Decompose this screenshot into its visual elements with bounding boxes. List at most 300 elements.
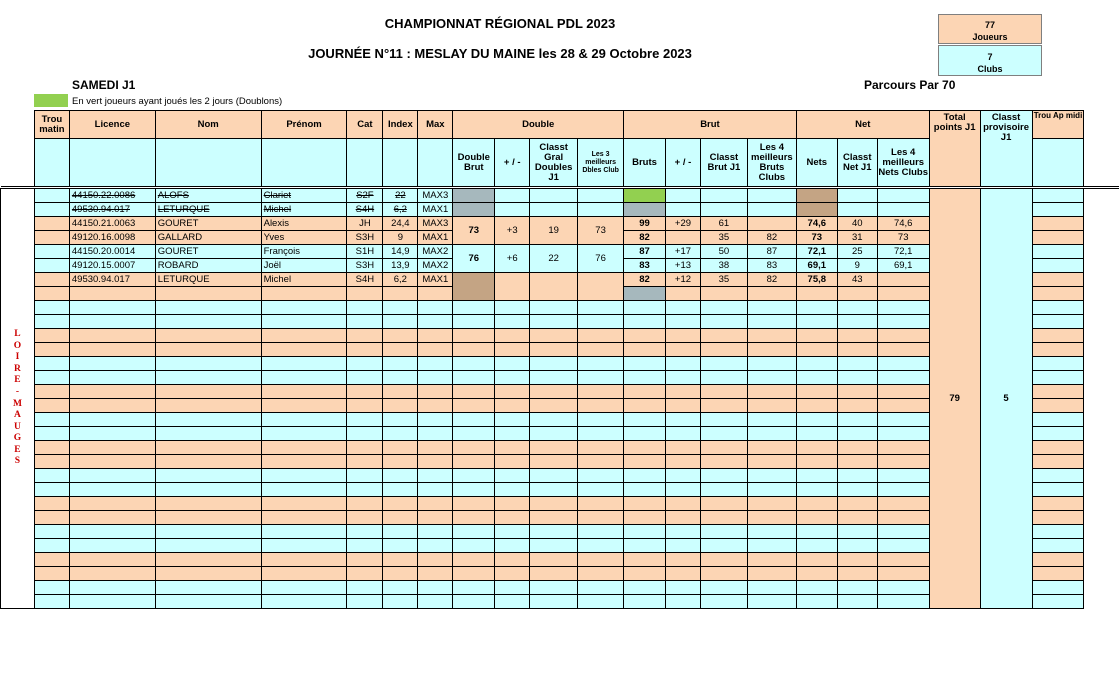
double-brut-cell [453,273,495,301]
header-double-brut: Double Brut [453,139,495,187]
empty-cell [155,385,261,399]
prenom-cell: Michel [261,203,347,217]
empty-cell [347,455,383,469]
empty-cell [418,511,453,525]
empty-cell [418,315,453,329]
les4-bruts-cell [747,189,796,203]
header-trou-matin: Trou matin [34,111,69,139]
double-cell [453,441,495,455]
players-count-box [938,14,1042,44]
les4-nets-cell [877,371,929,385]
licence-cell: 44150.22.0086 [69,189,155,203]
trou-matin-cell [34,567,69,581]
licence-cell: 49530.94.017 [69,273,155,287]
double-cell [578,595,624,609]
double-cell [578,567,624,581]
header-double-plus-minus: + / - [495,139,530,187]
double-cell [495,567,530,581]
header-les4-nets: Les 4 meilleurs Nets Clubs [877,139,929,187]
empty-cell [418,567,453,581]
empty-cell [69,581,155,595]
empty-cell [155,287,261,301]
empty-cell [383,399,418,413]
brut-plus-minus-cell [666,385,701,399]
class-net-cell [837,455,877,469]
class-brut-cell [700,553,747,567]
legend-green-swatch [34,94,68,107]
nets-cell [796,357,837,371]
empty-cell [155,525,261,539]
double-cell [578,441,624,455]
licence-cell: 44150.21.0063 [69,217,155,231]
double-cell [453,315,495,329]
brut-plus-minus-cell [666,497,701,511]
empty-cell [347,581,383,595]
licence-cell: 44150.20.0014 [69,245,155,259]
region-letter: E [14,444,21,455]
empty-cell [418,301,453,315]
nets-cell [796,315,837,329]
cat-cell: S2F [347,189,383,203]
bruts-cell [624,455,666,469]
trou-matin-cell [34,413,69,427]
double-cell [578,385,624,399]
header-nets: Nets [796,139,837,187]
empty-cell [69,385,155,399]
empty-cell [347,539,383,553]
index-cell: 13,9 [383,259,418,273]
les4-nets-cell [877,315,929,329]
class-net-cell [837,595,877,609]
bruts-cell [624,343,666,357]
empty-cell [69,301,155,315]
brut-plus-minus-cell: +12 [666,273,701,287]
max-cell: MAX1 [418,273,453,287]
les4-bruts-cell [747,553,796,567]
bruts-cell [624,553,666,567]
empty-cell [155,441,261,455]
double-cell [453,539,495,553]
les4-nets-cell [877,273,929,287]
empty-cell [155,511,261,525]
double-les3-cell: 76 [578,245,624,273]
double-plus-minus-cell: +6 [495,245,530,273]
empty-cell [155,427,261,441]
nom-cell: LETURQUE [155,273,261,287]
players-count: 77 [984,20,995,30]
bruts-cell [624,371,666,385]
empty-cell [261,385,347,399]
brut-plus-minus-cell [666,287,701,301]
brut-plus-minus-cell [666,483,701,497]
empty-cell [383,469,418,483]
trou-ap-midi-cell [1032,469,1084,483]
double-cell [495,273,530,301]
empty-cell [155,581,261,595]
trou-matin-cell [34,245,69,259]
double-cell [578,399,624,413]
prenom-cell: Yves [261,231,347,245]
class-brut-cell [700,329,747,343]
empty-cell [261,567,347,581]
empty-cell [347,329,383,343]
double-cell [530,371,578,385]
region-letter: R [14,363,21,374]
region-letter: - [15,386,20,397]
les4-nets-cell [877,525,929,539]
les4-bruts-cell [747,581,796,595]
trou-ap-midi-cell [1032,511,1084,525]
double-cell [578,525,624,539]
empty-cell [418,399,453,413]
double-cell [530,399,578,413]
les4-nets-cell [877,441,929,455]
double-cell [530,553,578,567]
cat-cell: S1H [347,245,383,259]
double-cell [495,469,530,483]
empty-cell [261,455,347,469]
trou-ap-midi-cell [1032,581,1084,595]
empty-cell [418,413,453,427]
les4-nets-cell: 69,1 [877,259,929,273]
les4-nets-cell: 74,6 [877,217,929,231]
trou-matin-cell [34,189,69,203]
les4-nets-cell [877,595,929,609]
les4-nets-cell [877,329,929,343]
trou-matin-cell [34,581,69,595]
double-cell [530,315,578,329]
empty-cell [347,315,383,329]
course-label: Parcours Par 70 [864,78,956,92]
trou-matin-cell [34,469,69,483]
double-cell [530,301,578,315]
brut-plus-minus-cell [666,567,701,581]
class-brut-cell [700,483,747,497]
empty-cell [155,357,261,371]
index-cell: 6,2 [383,203,418,217]
class-brut-cell: 38 [700,259,747,273]
results-table [0,110,1119,609]
double-cell [530,189,578,203]
les4-nets-cell [877,581,929,595]
header-les3-meilleurs: Les 3 meilleurs Dbles Club [578,139,624,187]
les4-nets-cell [877,357,929,371]
header-prenom: Prénom [261,111,347,139]
double-cell [495,595,530,609]
header-class-net: Classt Net J1 [837,139,877,187]
empty-cell [418,287,453,301]
double-cell [530,413,578,427]
trou-ap-midi-cell [1032,329,1084,343]
bruts-cell [624,567,666,581]
trou-ap-midi-cell [1032,343,1084,357]
trou-ap-midi-cell [1032,217,1084,231]
trou-ap-midi-cell [1032,371,1084,385]
cat-cell: S4H [347,273,383,287]
nets-cell [796,483,837,497]
bruts-cell: 82 [624,273,666,287]
header-trou-ap-midi: Trou Ap midi [1032,111,1084,139]
empty-cell [69,357,155,371]
trou-ap-midi-cell [1032,413,1084,427]
brut-plus-minus-cell [666,469,701,483]
empty-cell [69,399,155,413]
prenom-cell: Joël [261,259,347,273]
class-net-cell [837,287,877,301]
empty-cell [261,441,347,455]
trou-ap-midi-cell [1032,385,1084,399]
les4-nets-cell [877,497,929,511]
trou-matin-cell [34,553,69,567]
legend-text: En vert joueurs ayant joués les 2 jours (Doublons) [72,96,283,107]
nets-cell [796,399,837,413]
double-cell [453,343,495,357]
trou-ap-midi-cell [1032,315,1084,329]
class-net-cell [837,581,877,595]
class-brut-cell [700,427,747,441]
les4-bruts-cell: 82 [747,231,796,245]
class-net-cell: 31 [837,231,877,245]
brut-plus-minus-cell [666,595,701,609]
class-net-cell: 25 [837,245,877,259]
trou-matin-cell [34,371,69,385]
double-brut-cell: 73 [453,217,495,245]
empty-cell [69,525,155,539]
trou-ap-midi-cell [1032,399,1084,413]
empty-cell [261,525,347,539]
empty-cell [69,371,155,385]
empty-cell [155,455,261,469]
double-cell [495,483,530,497]
brut-plus-minus-cell [666,427,701,441]
empty-cell [261,343,347,357]
brut-plus-minus-cell [666,301,701,315]
region-letter: I [15,352,20,363]
double-class-cell: 22 [530,245,578,273]
empty-cell [155,413,261,427]
trou-ap-midi-cell [1032,553,1084,567]
empty-cell [383,567,418,581]
double-cell [453,329,495,343]
header-cat: Cat [347,111,383,139]
class-net-cell [837,343,877,357]
class-brut-cell [700,539,747,553]
double-cell [578,315,624,329]
nets-cell [796,385,837,399]
index-cell: 24,4 [383,217,418,231]
bruts-cell [624,189,666,203]
trou-matin-cell [34,483,69,497]
cat-cell: JH [347,217,383,231]
region-label [1,189,35,609]
class-net-cell [837,525,877,539]
les4-bruts-cell [747,217,796,231]
empty-cell [347,357,383,371]
double-cell [495,553,530,567]
double-cell [495,315,530,329]
class-net-cell [837,301,877,315]
bruts-cell: 83 [624,259,666,273]
header-double: Double [453,111,624,139]
double-cell [578,581,624,595]
empty-cell [383,525,418,539]
class-brut-cell [700,413,747,427]
empty-cell [347,497,383,511]
class-brut-cell [700,301,747,315]
trou-matin-cell [34,231,69,245]
trou-matin-cell [34,217,69,231]
trou-matin-cell [34,525,69,539]
class-net-cell [837,371,877,385]
empty-cell [418,553,453,567]
class-net-cell [837,539,877,553]
trou-matin-cell [34,301,69,315]
double-brut-cell: 76 [453,245,495,273]
header-max: Max [418,111,453,139]
brut-plus-minus-cell [666,343,701,357]
trou-matin-cell [34,385,69,399]
nom-cell: GALLARD [155,231,261,245]
empty-cell [347,301,383,315]
empty-cell [261,553,347,567]
brut-plus-minus-cell [666,413,701,427]
cat-cell: S3H [347,231,383,245]
class-brut-cell [700,497,747,511]
index-cell: 6,2 [383,273,418,287]
empty-cell [155,315,261,329]
les4-bruts-cell [747,287,796,301]
double-cell [530,595,578,609]
cat-cell: S4H [347,203,383,217]
brut-plus-minus-cell [666,315,701,329]
nets-cell [796,497,837,511]
double-cell [530,469,578,483]
nets-cell [796,525,837,539]
empty-cell [261,371,347,385]
double-cell [453,497,495,511]
empty-cell [261,329,347,343]
empty-cell [69,315,155,329]
trou-matin-cell [34,595,69,609]
double-cell [453,301,495,315]
bruts-cell [624,203,666,217]
les4-bruts-cell [747,511,796,525]
class-brut-cell [700,315,747,329]
class-brut-cell: 35 [700,231,747,245]
bruts-cell [624,441,666,455]
les4-nets-cell [877,567,929,581]
double-cell [530,203,578,217]
empty-cell [155,399,261,413]
class-brut-cell [700,287,747,301]
double-cell [578,203,624,217]
nets-cell: 75,8 [796,273,837,287]
nets-cell [796,567,837,581]
brut-plus-minus-cell [666,511,701,525]
empty-cell [418,329,453,343]
trou-matin-cell [34,357,69,371]
nets-cell: 73 [796,231,837,245]
nets-cell [796,539,837,553]
double-cell [453,511,495,525]
empty-cell [347,371,383,385]
les4-bruts-cell [747,357,796,371]
les4-bruts-cell [747,595,796,609]
empty-cell [155,343,261,357]
trou-ap-midi-cell [1032,287,1084,301]
empty-cell [69,413,155,427]
region-letter: E [14,375,21,386]
max-cell: MAX2 [418,259,453,273]
licence-cell: 49120.15.0007 [69,259,155,273]
class-net-cell [837,427,877,441]
class-brut-cell: 35 [700,273,747,287]
empty-cell [261,427,347,441]
nets-cell [796,343,837,357]
double-cell [578,455,624,469]
empty-cell [347,567,383,581]
class-net-cell [837,357,877,371]
double-cell [495,371,530,385]
region-letter: U [14,421,21,432]
les4-bruts-cell [747,371,796,385]
double-cell [578,427,624,441]
double-brut-cell [453,189,495,203]
bruts-cell [624,287,666,301]
empty-cell [155,567,261,581]
double-cell [578,553,624,567]
class-brut-cell [700,385,747,399]
empty-cell [69,329,155,343]
double-cell [578,483,624,497]
les4-nets-cell [877,455,929,469]
brut-plus-minus-cell [666,231,701,245]
nets-cell [796,413,837,427]
les4-nets-cell [877,483,929,497]
trou-matin-cell [34,539,69,553]
empty-cell [261,315,347,329]
brut-plus-minus-cell [666,189,701,203]
trou-ap-midi-cell [1032,539,1084,553]
nets-cell [796,581,837,595]
empty-cell [155,553,261,567]
empty-cell [155,539,261,553]
nets-cell [796,553,837,567]
double-cell [530,273,578,301]
double-cell [453,567,495,581]
double-cell [530,497,578,511]
header-brut: Brut [624,111,797,139]
brut-plus-minus-cell [666,371,701,385]
trou-ap-midi-cell [1032,525,1084,539]
double-cell [578,371,624,385]
trou-ap-midi-cell [1032,427,1084,441]
trou-matin-cell [34,329,69,343]
double-cell [578,357,624,371]
empty-cell [347,525,383,539]
nom-cell: LETURQUE [155,203,261,217]
trou-ap-midi-cell [1032,567,1084,581]
empty-cell [383,427,418,441]
les4-nets-cell: 73 [877,231,929,245]
brut-plus-minus-cell [666,455,701,469]
nets-cell [796,427,837,441]
header-brut-plus-minus: + / - [666,139,701,187]
nets-cell [796,595,837,609]
header-class-gral-doubles: Classt Gral Doubles J1 [530,139,578,187]
brut-plus-minus-cell [666,525,701,539]
empty-cell [383,357,418,371]
